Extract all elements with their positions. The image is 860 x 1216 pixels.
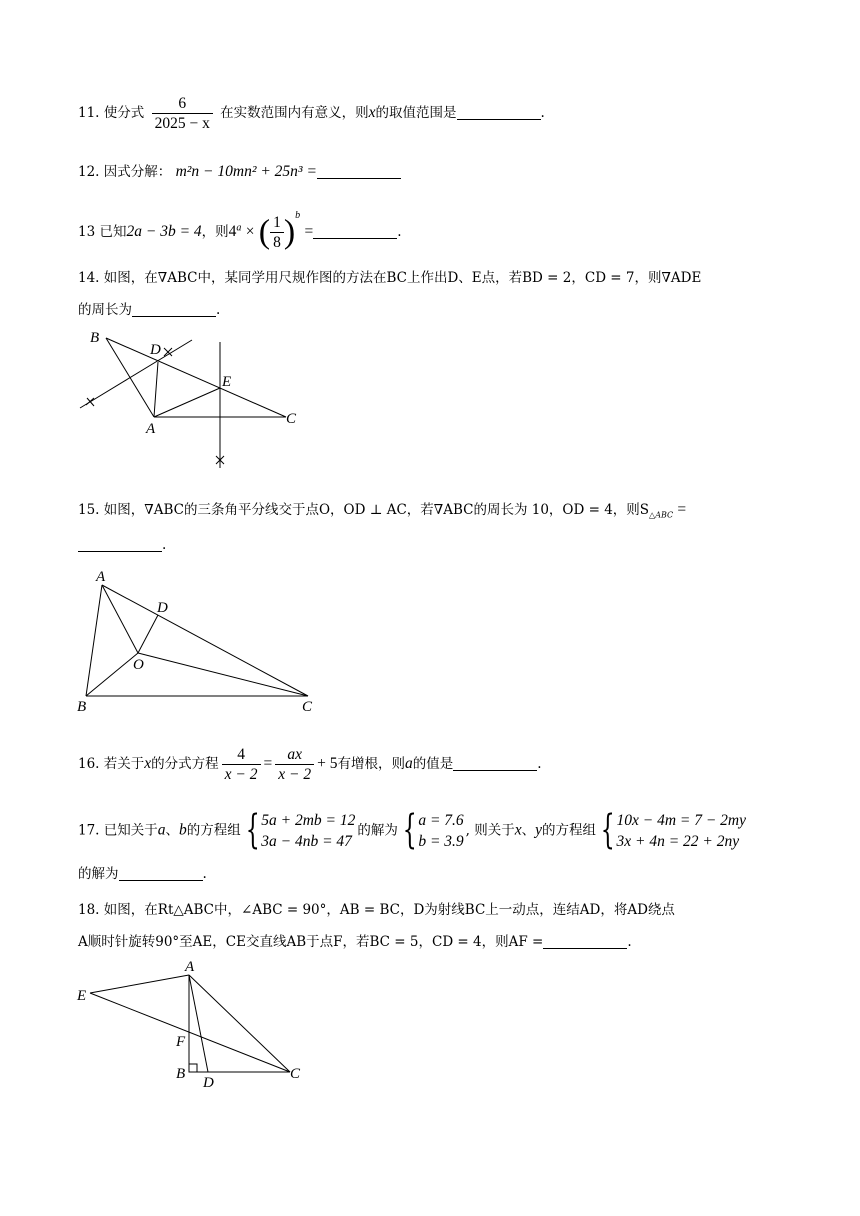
- q14-text-line-2: 的周长为: [78, 302, 132, 318]
- question-18-line-2: [78, 932, 632, 952]
- q13-fraction-denominator: 8: [270, 232, 284, 252]
- question-15-line-1: [78, 500, 686, 526]
- q18-label-b: B: [176, 1066, 186, 1082]
- q16-fraction-1-numerator: 4: [237, 746, 245, 763]
- q17-system-2-row-1: a = 7.6: [418, 812, 464, 829]
- q17-variable-y: y: [535, 821, 543, 839]
- q17-system-2-row-2: b = 3.9: [418, 833, 464, 850]
- q16-answer-blank[interactable]: [453, 756, 537, 771]
- q13-exponent-a: a: [236, 222, 242, 234]
- q11-text-3: 的取值范围是: [375, 105, 457, 121]
- q18-figure-svg: [72, 955, 312, 1090]
- q17-variable-b: b: [179, 821, 187, 839]
- q17-separator-2: 、: [521, 822, 536, 839]
- q11-fraction-numerator: 6: [178, 95, 187, 112]
- q16-number: 16.: [78, 756, 100, 772]
- q17-system-1: { 5a + 2mb = 12 3a − 4nb = 47: [245, 807, 356, 853]
- q18-text-line-1: 如图，在Rt△ABC中，∠ABC = 90°，AB = BC，D为射线BC上一动点，连结AD，将AD绕点: [103, 902, 675, 918]
- q17-system-3: { 10x − 4m = 7 − 2my 3x + 4n = 22 + 2ny: [600, 807, 747, 853]
- q17-text-4: , 则关于: [465, 822, 515, 839]
- q18-figure: [72, 955, 312, 1094]
- q14-label-a: A: [146, 421, 156, 437]
- q12-text: 因式分解：: [103, 164, 172, 180]
- q15-label-o: O: [133, 657, 144, 673]
- q17-text-2: 的方程组: [186, 822, 241, 839]
- q13-exponent-b: b: [295, 210, 301, 221]
- q13-fraction-numerator: 1: [273, 214, 281, 231]
- q15-figure: [72, 565, 332, 719]
- q16-text-4: 的值是: [412, 756, 454, 772]
- q16-text-2: 的分式方程: [151, 756, 219, 772]
- q17-text-3: 的解为: [357, 822, 398, 839]
- q17-system-2: { a = 7.6 b = 3.9: [402, 807, 464, 853]
- q11-fraction-denominator: 2025 − x: [152, 113, 213, 133]
- q11-fraction: [152, 94, 213, 133]
- q13-equals: =: [304, 223, 314, 240]
- q17-answer-blank[interactable]: [119, 866, 203, 881]
- q13-paren-left: (: [258, 213, 271, 251]
- question-17-line-1: [78, 807, 748, 853]
- q18-label-e: E: [77, 988, 87, 1004]
- q18-label-a: A: [185, 959, 195, 975]
- q16-plus-five: + 5: [317, 755, 338, 772]
- q15-label-a: A: [96, 569, 106, 585]
- q14-figure: [72, 322, 312, 476]
- question-13: [78, 206, 402, 252]
- q15-label-d: D: [157, 600, 168, 616]
- q17-number: 17.: [78, 822, 100, 839]
- q15-label-c: C: [302, 699, 313, 715]
- q15-equals: =: [677, 501, 687, 518]
- q14-answer-blank[interactable]: [132, 302, 216, 317]
- q13-text-1: 已知: [99, 224, 127, 240]
- q15-text-line-1: 如图，∇ABC的三条角平分线交于点O，OD ⊥ AC，若∇ABC的周长为 10，OD = 4，则S: [103, 502, 650, 518]
- question-14-line-1: [78, 268, 701, 288]
- q18-label-c: C: [290, 1066, 301, 1082]
- q17-text-line-2: 的解为: [78, 866, 119, 882]
- q13-number: 13: [78, 224, 96, 240]
- q12-expression: m²n − 10mn² + 25n³ =: [175, 163, 317, 180]
- q14-label-d: D: [150, 342, 161, 358]
- question-16: [78, 745, 542, 784]
- q11-variable: x: [368, 104, 376, 121]
- q17-system-3-row-2: 3x + 4n = 22 + 2ny: [616, 833, 740, 850]
- question-17-line-2: [78, 864, 207, 884]
- q16-variable-x: x: [144, 755, 152, 772]
- q14-label-c: C: [286, 411, 297, 427]
- q16-fraction-2-denominator: x − 2: [275, 764, 314, 784]
- question-14-line-2: [78, 300, 220, 320]
- q13-text-2: ，则: [201, 224, 229, 240]
- q14-number: 14.: [78, 270, 100, 286]
- q15-answer-blank[interactable]: [78, 537, 162, 552]
- q14-end: .: [216, 302, 221, 318]
- q13-fraction: [270, 213, 284, 252]
- q18-text-line-2: A顺时针旋转90°至AE，CE交直线AB于点F，若BC = 5，CD = 4，则AF =: [78, 934, 544, 950]
- q18-number: 18.: [78, 902, 100, 918]
- q15-end: .: [162, 537, 167, 553]
- q18-end: .: [627, 934, 632, 950]
- q11-number: 11.: [78, 105, 100, 121]
- q15-figure-svg: [72, 565, 332, 715]
- q13-base: 4: [228, 223, 237, 240]
- q16-text-3: 有增根，则: [337, 756, 405, 772]
- q13-answer-blank[interactable]: [313, 224, 397, 239]
- q11-text-2: 在实数范围内有意义，则: [220, 105, 369, 121]
- q17-text-5: 的方程组: [542, 822, 597, 839]
- q16-fraction-2: [275, 745, 314, 784]
- q16-end: .: [537, 756, 542, 772]
- q17-system-1-row-2: 3a − 4nb = 47: [261, 833, 352, 850]
- q16-fraction-2-numerator: ax: [287, 746, 302, 763]
- q16-fraction-1-denominator: x − 2: [222, 764, 261, 784]
- q17-system-3-row-1: 10x − 4m = 7 − 2my: [616, 812, 747, 829]
- q13-paren-right: ): [283, 213, 296, 251]
- q18-label-d: D: [203, 1075, 214, 1090]
- q18-answer-blank[interactable]: [543, 934, 627, 949]
- q12-answer-blank[interactable]: [317, 164, 401, 179]
- q15-label-b: B: [77, 699, 87, 715]
- q17-separator-1: 、: [165, 822, 180, 839]
- q14-text-line-1: 如图，在∇ABC中，某同学用尺规作图的方法在BC上作出D、E点，若BD = 2，CD = 7，则∇ADE: [103, 270, 702, 286]
- question-12: [78, 162, 401, 182]
- q15-subscript: △ABC: [649, 510, 674, 520]
- q11-end: .: [540, 105, 545, 121]
- q18-label-f: F: [176, 1034, 186, 1050]
- q17-system-1-row-1: 5a + 2mb = 12: [261, 812, 356, 829]
- q15-number: 15.: [78, 502, 100, 518]
- q16-variable-a: a: [404, 755, 413, 772]
- q11-text-1: 使分式: [103, 105, 145, 121]
- q14-figure-svg: [72, 322, 312, 472]
- question-15-line-2: [78, 535, 166, 555]
- q11-answer-blank[interactable]: [457, 105, 541, 120]
- q13-equation: 2a − 3b = 4: [126, 223, 202, 240]
- question-11: [78, 94, 545, 133]
- q17-variable-a: a: [157, 821, 166, 839]
- q12-number: 12.: [78, 164, 100, 180]
- q16-text-1: 若关于: [103, 756, 145, 772]
- q14-label-b: B: [90, 330, 100, 346]
- question-18-line-1: [78, 900, 675, 920]
- q16-equals: =: [263, 755, 273, 772]
- q13-end: .: [397, 224, 402, 240]
- q16-fraction-1: [222, 745, 261, 784]
- q14-label-e: E: [222, 374, 232, 390]
- q17-end: .: [202, 866, 207, 882]
- q17-variable-x: x: [514, 821, 522, 839]
- q17-text-1: 已知关于: [103, 822, 158, 839]
- q13-times: ×: [245, 223, 255, 240]
